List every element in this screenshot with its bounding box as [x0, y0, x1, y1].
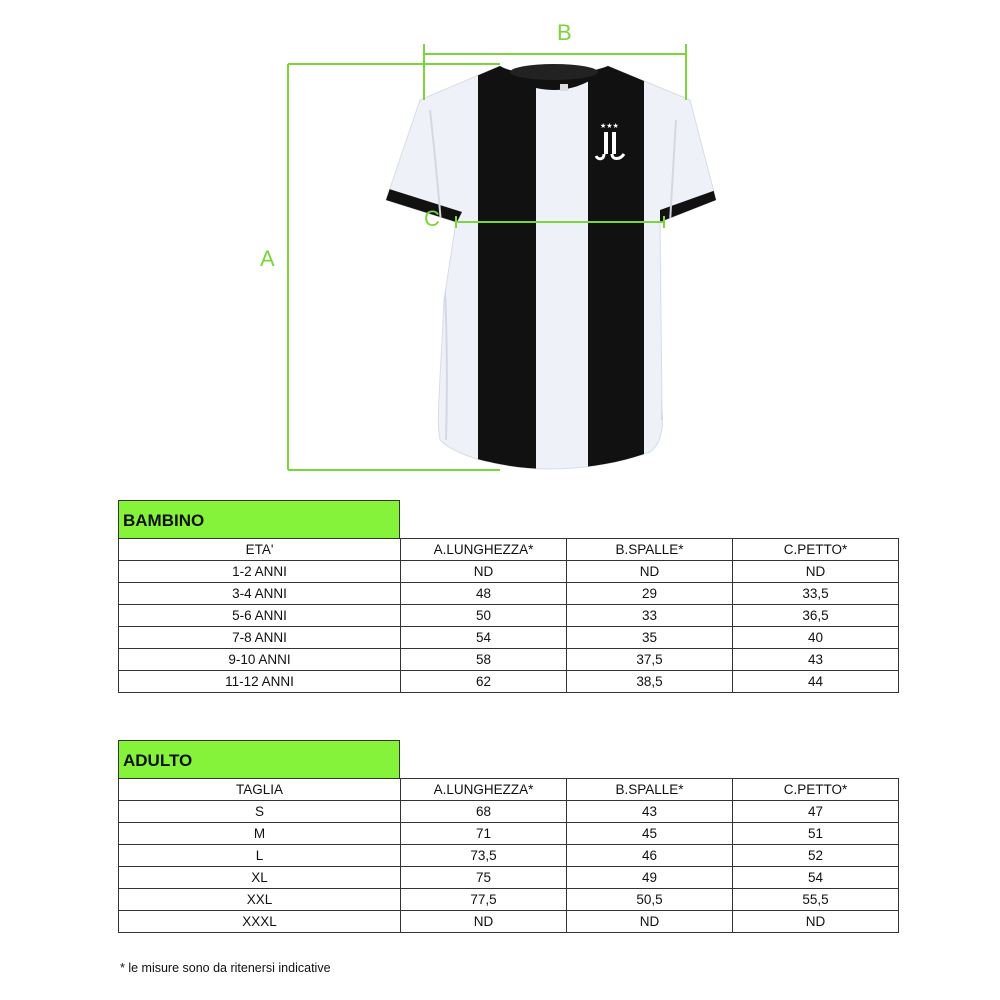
table-cell: 33,5 — [733, 583, 899, 605]
table-cell: L — [119, 845, 401, 867]
table-cell: ND — [733, 911, 899, 933]
header-cell: B.SPALLE* — [567, 779, 733, 801]
table-cell: 5-6 ANNI — [119, 605, 401, 627]
adulto-title: ADULTO — [118, 740, 400, 778]
footnote: * le misure sono da ritenersi indicative — [120, 961, 331, 975]
table-cell: M — [119, 823, 401, 845]
table-cell: 68 — [401, 801, 567, 823]
table-row — [119, 561, 899, 583]
adulto-table — [118, 778, 899, 933]
table-cell: 43 — [733, 649, 899, 671]
table-row — [119, 823, 899, 845]
table-cell: 54 — [733, 867, 899, 889]
table-row — [119, 649, 899, 671]
table-cell: 47 — [733, 801, 899, 823]
bambino-title: BAMBINO — [118, 500, 400, 538]
header-cell: ETA' — [119, 539, 401, 561]
table-cell: 55,5 — [733, 889, 899, 911]
header-cell: C.PETTO* — [733, 779, 899, 801]
header-cell: TAGLIA — [119, 779, 401, 801]
table-cell: 51 — [733, 823, 899, 845]
table-header-row — [119, 779, 899, 801]
table-row — [119, 911, 899, 933]
header-cell: C.PETTO* — [733, 539, 899, 561]
table-row — [119, 845, 899, 867]
table-cell: 62 — [401, 671, 567, 693]
table-cell: ND — [401, 561, 567, 583]
table-row — [119, 801, 899, 823]
table-cell: 44 — [733, 671, 899, 693]
table-cell: 45 — [567, 823, 733, 845]
table-cell: 9-10 ANNI — [119, 649, 401, 671]
table-cell: 7-8 ANNI — [119, 627, 401, 649]
table-row — [119, 627, 899, 649]
table-cell: 52 — [733, 845, 899, 867]
dimension-a-label: A — [260, 246, 275, 271]
header-cell: B.SPALLE* — [567, 539, 733, 561]
svg-text:★★★: ★★★ — [600, 122, 619, 130]
shirt-measurement-diagram — [0, 0, 1000, 490]
dimension-c-label: C — [424, 206, 440, 231]
table-cell: 73,5 — [401, 845, 567, 867]
table-cell: 49 — [567, 867, 733, 889]
table-cell: 40 — [733, 627, 899, 649]
table-row — [119, 605, 899, 627]
table-cell: 33 — [567, 605, 733, 627]
table-cell: 50,5 — [567, 889, 733, 911]
table-cell: 36,5 — [733, 605, 899, 627]
table-cell: S — [119, 801, 401, 823]
table-cell: 3-4 ANNI — [119, 583, 401, 605]
jersey-body — [386, 66, 716, 469]
dimension-b-label: B — [557, 20, 572, 45]
table-cell: 50 — [401, 605, 567, 627]
table-cell: XL — [119, 867, 401, 889]
bambino-table — [118, 538, 899, 693]
table-cell: 1-2 ANNI — [119, 561, 401, 583]
table-cell: ND — [401, 911, 567, 933]
adulto-size-table — [118, 740, 894, 933]
table-row — [119, 671, 899, 693]
table-cell: 46 — [567, 845, 733, 867]
table-cell: 11-12 ANNI — [119, 671, 401, 693]
table-cell: ND — [567, 561, 733, 583]
table-cell: XXL — [119, 889, 401, 911]
table-header-row — [119, 539, 899, 561]
table-cell: ND — [733, 561, 899, 583]
header-cell: A.LUNGHEZZA* — [401, 779, 567, 801]
jersey-illustration — [0, 0, 1000, 490]
table-cell: 71 — [401, 823, 567, 845]
table-cell: ND — [567, 911, 733, 933]
table-cell: 48 — [401, 583, 567, 605]
table-cell: XXXL — [119, 911, 401, 933]
table-cell: 58 — [401, 649, 567, 671]
table-row — [119, 867, 899, 889]
table-cell: 43 — [567, 801, 733, 823]
jersey-stripe — [478, 60, 536, 480]
table-cell: 75 — [401, 867, 567, 889]
table-cell: 29 — [567, 583, 733, 605]
table-cell: 37,5 — [567, 649, 733, 671]
table-cell: 54 — [401, 627, 567, 649]
header-cell: A.LUNGHEZZA* — [401, 539, 567, 561]
table-cell: 38,5 — [567, 671, 733, 693]
table-cell: 35 — [567, 627, 733, 649]
table-row — [119, 889, 899, 911]
collar-tag — [560, 84, 568, 91]
bambino-size-table — [118, 500, 894, 693]
table-cell: 77,5 — [401, 889, 567, 911]
table-row — [119, 583, 899, 605]
